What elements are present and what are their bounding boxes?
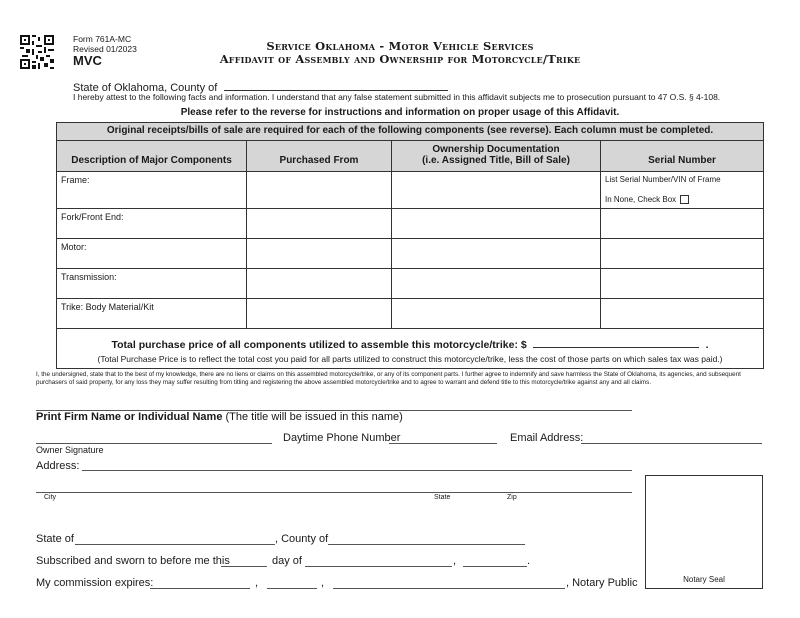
commission-comma-2: ,: [321, 577, 325, 589]
table-banner: Original receipts/bills of sale are required for each of the following components (see reverse). Each column must be completed.: [57, 123, 764, 141]
address-line[interactable]: [82, 470, 632, 471]
table-row: [57, 299, 764, 329]
address-label: Address:: [36, 460, 80, 472]
title-line-2: Affidavit of Assembly and Ownership for Motorcycle/Trike: [219, 52, 581, 66]
state-label: State: [434, 494, 451, 501]
notary-public-label: , Notary Public: [566, 577, 638, 589]
zip-label: Zip: [507, 494, 517, 501]
notary-county-label: , County of: [275, 533, 329, 545]
row-label-trike: Trike: Body Material/Kit: [57, 299, 247, 329]
owner-signature-line[interactable]: [36, 443, 272, 444]
notary-seal-label: Notary Seal: [683, 575, 725, 584]
cell-serial[interactable]: [601, 269, 764, 299]
cell-purchased[interactable]: [247, 209, 392, 239]
commission-day-line[interactable]: [267, 588, 317, 589]
total-price-row: [61, 337, 759, 351]
cell-serial[interactable]: [601, 299, 764, 329]
none-check-row: [605, 195, 759, 204]
sworn-comma: ,: [453, 555, 457, 567]
components-table: [56, 122, 764, 369]
cell-ownership[interactable]: [392, 299, 601, 329]
owner-signature-label: Owner Signature: [36, 445, 104, 455]
daytime-phone-label: Daytime Phone Number: [283, 432, 401, 444]
legal-statement: I, the undersigned, state that to the best of my knowledge, there are no liens or claims on this assembled motorcycle/trike, or any of its component parts. I further agree to indemnify and save harmless the State of Oklahoma, its agencies, and subsequent purchasers of said property, for any loss they may suffer resulting from titling and registering the above assembled motorcycle/trike and to agree to warrant and defend title to this motorcycle/trike against any and all claims.: [36, 371, 741, 386]
row-label-motor: Motor:: [57, 239, 247, 269]
county-input-line[interactable]: [224, 80, 448, 91]
serial-note: List Serial Number/VIN of Frame: [605, 175, 721, 184]
print-name-note: (The title will be issued in this name): [222, 411, 403, 423]
notary-county-line[interactable]: [328, 544, 525, 545]
commission-month-line[interactable]: [150, 588, 250, 589]
cell-purchased[interactable]: [247, 269, 392, 299]
cell-ownership[interactable]: [392, 269, 601, 299]
notary-signature-line[interactable]: [333, 588, 565, 589]
header-ownership-line2: (i.e. Assigned Title, Bill of Sale): [422, 155, 570, 166]
notary-state-label: State of: [36, 533, 74, 545]
county-label: State of Oklahoma, County of: [73, 82, 218, 94]
commission-label: My commission expires:: [36, 577, 154, 589]
cell-purchased[interactable]: [247, 299, 392, 329]
row-label-transmission: Transmission:: [57, 269, 247, 299]
total-price-note: (Total Purchase Price is to reflect the total cost you paid for all parts utilized to construct this motorcycle/trike, less the cost of those parts on which sales tax was paid.): [97, 354, 723, 364]
header-description: Description of Major Components: [57, 141, 247, 172]
table-row: [57, 209, 764, 239]
daytime-phone-line[interactable]: [389, 443, 497, 444]
row-label-frame: Frame:: [57, 172, 247, 209]
title-line-1: Service Oklahoma - Motor Vehicle Services: [266, 39, 534, 53]
commission-comma-1: ,: [255, 577, 259, 589]
cell-purchased[interactable]: [247, 172, 392, 209]
table-row: [57, 239, 764, 269]
notary-seal-box: [645, 475, 763, 589]
print-name-caption: [36, 411, 403, 423]
table-row: [57, 172, 764, 209]
attestation-text: I hereby attest to the following facts and information. I understand that any false statement submitted in this affidavit subjects me to prosecution pursuant to 47 O.S. § 4-108.: [73, 92, 721, 102]
city-label: City: [44, 494, 57, 501]
total-price-input-line[interactable]: [533, 337, 699, 348]
sworn-year-line[interactable]: [463, 566, 527, 567]
email-line[interactable]: [581, 443, 762, 444]
total-price-cell: [57, 329, 764, 369]
cell-serial-frame[interactable]: [601, 172, 764, 209]
sworn-period: .: [527, 555, 531, 567]
header-serial: Serial Number: [601, 141, 764, 172]
none-checkbox[interactable]: [680, 195, 689, 204]
day-of-label: day of: [272, 555, 302, 567]
cell-serial[interactable]: [601, 239, 764, 269]
form-revised: Revised 01/2023: [73, 44, 137, 54]
header-ownership: [392, 141, 601, 172]
row-label-fork: Fork/Front End:: [57, 209, 247, 239]
total-price-period: .: [705, 339, 709, 351]
form-number: Form 761A-MC: [73, 34, 132, 44]
cell-ownership[interactable]: [392, 172, 601, 209]
subscribed-label: Subscribed and sworn to before me this: [36, 555, 230, 567]
none-check-label: In None, Check Box: [605, 195, 677, 204]
division-label: MVC: [73, 53, 102, 68]
cell-ownership[interactable]: [392, 209, 601, 239]
cell-ownership[interactable]: [392, 239, 601, 269]
table-row: [57, 269, 764, 299]
notary-state-line[interactable]: [75, 544, 275, 545]
header-ownership-line1: Ownership Documentation: [432, 144, 560, 155]
cell-serial[interactable]: [601, 209, 764, 239]
sworn-month-line[interactable]: [305, 566, 452, 567]
total-price-label: Total purchase price of all components utilized to assemble this motorcycle/trike: $: [111, 339, 527, 351]
print-name-label: Print Firm Name or Individual Name: [36, 411, 223, 423]
sworn-day-line[interactable]: [221, 566, 267, 567]
email-label: Email Address:: [510, 432, 584, 444]
cell-purchased[interactable]: [247, 239, 392, 269]
header-purchased-from: Purchased From: [247, 141, 392, 172]
city-state-zip-line[interactable]: [36, 492, 632, 493]
instruction-text: Please refer to the reverse for instructions and information on proper usage of this Affidavit.: [180, 107, 620, 118]
